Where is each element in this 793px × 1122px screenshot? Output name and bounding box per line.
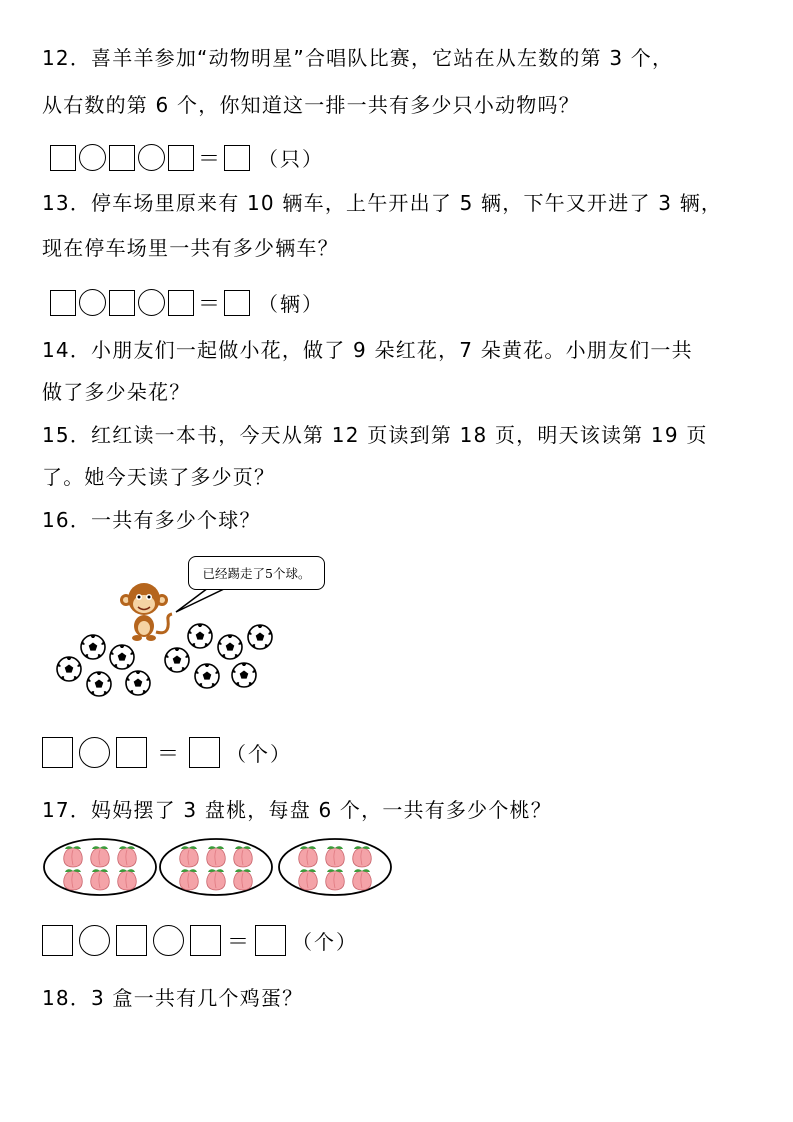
unit-label: （辆） [258,292,325,316]
operator-circle[interactable] [79,289,106,316]
q16-line-1: 16．一共有多少个球？ [42,508,261,532]
unit-label: （只） [258,147,325,171]
q17-equation [42,925,358,956]
operator-circle[interactable] [153,925,184,956]
answer-box[interactable] [109,145,135,171]
q17-line-1: 17．妈妈摆了 3 盘桃，每盘 6 个，一共有多少个桃？ [42,798,552,822]
soccer-ball-icon [110,645,134,669]
operator-circle[interactable] [79,925,110,956]
answer-box[interactable] [116,737,147,768]
answer-box[interactable] [50,145,76,171]
q18-line-1: 18．3 盒一共有几个鸡蛋？ [42,986,304,1010]
equals-sign: ＝ [227,930,250,955]
operator-circle[interactable] [79,144,106,171]
answer-box[interactable] [168,290,194,316]
unit-label: （个） [226,742,293,766]
q15-line-1: 15．红红读一本书，今天从第 12 页读到第 18 页，明天该读第 19 页 [42,423,708,447]
soccer-ball-icon [248,625,272,649]
q15-line-2: 了。她今天读了多少页？ [42,465,276,489]
equals-sign: ＝ [157,742,180,767]
equals-sign: ＝ [198,147,221,172]
answer-box[interactable] [189,737,220,768]
q13-line-2: 现在停车场里一共有多少辆车？ [42,236,339,260]
answer-box[interactable] [50,290,76,316]
q12-equation [50,142,324,173]
answer-box[interactable] [42,925,73,956]
answer-box[interactable] [224,145,250,171]
operator-circle[interactable] [138,289,165,316]
answer-box[interactable] [42,737,73,768]
answer-box[interactable] [224,290,250,316]
peach-plates [0,0,1,1]
soccer-ball-icon [57,657,81,681]
soccer-ball-icon [165,648,189,672]
q13-line-1: 13．停车场里原来有 10 辆车，上午开出了 5 辆，下午又开进了 3 辆， [42,191,723,215]
answer-box[interactable] [109,290,135,316]
answer-box[interactable] [255,925,286,956]
soccer-ball-icon [188,624,212,648]
soccer-ball-icon [218,635,242,659]
operator-circle[interactable] [79,737,110,768]
q12-line-2: 从右数的第 6 个，你知道这一排一共有多少只小动物吗？ [42,93,580,117]
soccer-ball-icon [126,671,150,695]
equals-sign: ＝ [198,292,221,317]
soccer-ball-icon [232,663,256,687]
answer-box[interactable] [168,145,194,171]
q14-line-1: 14．小朋友们一起做小花，做了 9 朵红花，7 朵黄花。小朋友们一共 [42,338,693,362]
q14-line-2: 做了多少朵花？ [42,380,191,404]
q16-equation [42,737,292,768]
monkey-icon [118,582,174,642]
speech-bubble: 已经踢走了5个球。 [188,556,325,590]
unit-label: （个） [292,930,359,954]
soccer-ball-icon [81,635,105,659]
operator-circle[interactable] [138,144,165,171]
soccer-ball-icon [195,664,219,688]
soccer-ball-icon [87,672,111,696]
q13-equation [50,287,324,318]
answer-box[interactable] [190,925,221,956]
answer-box[interactable] [116,925,147,956]
q12-line-1: 12．喜羊羊参加“动物明星”合唱队比赛，它站在从左数的第 3 个， [42,46,674,70]
